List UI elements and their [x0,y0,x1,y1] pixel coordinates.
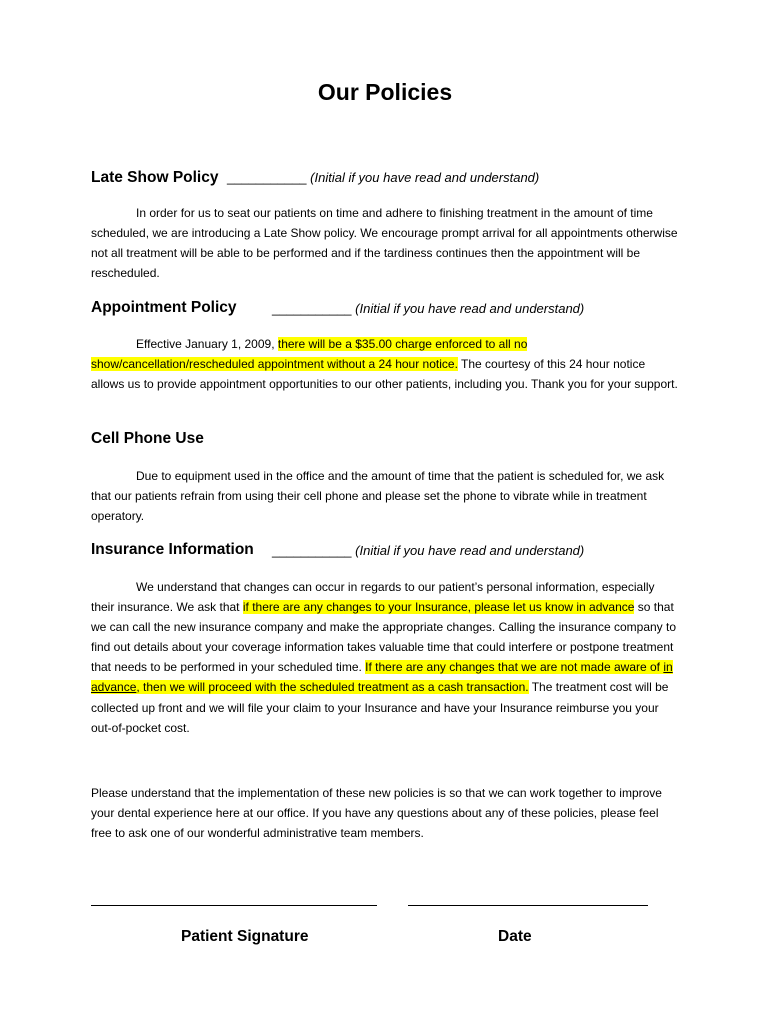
insurance-heading: Insurance Information [91,541,254,558]
page-title: Our Policies [317,79,453,105]
cell-phone-heading: Cell Phone Use [91,430,204,447]
appointment-initial-field[interactable] [272,301,584,316]
insurance-initial-field[interactable] [272,543,584,558]
appointment-heading: Appointment Policy [91,299,237,316]
appointment-paragraph: Effective January 1, 2009, there will be a $35.00 charge enforced to all no show/cancellation/rescheduled appointment without a 24 hour notice. The courtesy of this 24 hour notice allows us to provide appointment opportunities to our other patients, including you. Thank you for your support. [91,337,678,392]
initial-note: (Initial if you have read and understand) [355,301,585,316]
highlighted-text: if there are any changes to your Insurance, please let us know in advance [242,600,635,615]
late-show-initial-field[interactable] [227,170,539,185]
cell-phone-paragraph: Due to equipment used in the office and the amount of time that the patient is scheduled for, we ask that our patients refrain from using their cell phone and please set the phone to vibrate while in treatment operatory. [91,469,665,524]
patient-signature-label: Patient Signature [181,928,309,945]
highlighted-text: there will be a $35.00 charge enforced to all no show/cancellation/rescheduled appointment without a 24 hour notice. [91,337,528,372]
highlighted-text: If there are any changes that we are not made aware of in advance, then we will proceed with the scheduled treatment as a cash transaction. [91,660,673,695]
initial-blank: ___________ [272,301,352,316]
initial-note: (Initial if you have read and understand) [310,170,540,185]
date-line[interactable] [408,905,648,906]
late-show-heading: Late Show Policy [91,169,219,186]
date-label: Date [498,928,532,945]
initial-note: (Initial if you have read and understand) [355,543,585,558]
insurance-paragraph: We understand that changes can occur in regards to our patient’s personal information, especially their insurance. We ask that if there are any changes to your Insurance, please let us know in advance so that we can call the new insurance company and make the appropriate changes. Calling the insurance company to find out details about your coverage information takes valuable time that could interfere or postpone treatment that needs to be performed in your scheduled time. If there are any changes that we are not made aware of in advance, then we will proceed with the scheduled treatment as a cash transaction. The treatment cost will be collected up front and we will file your claim to your Insurance and have your Insurance reimburse you your out-of-pocket cost. [91,580,677,735]
patient-signature-line[interactable] [91,905,377,906]
late-show-paragraph: In order for us to seat our patients on time and adhere to finishing treatment in the amount of time scheduled, we are introducing a Late Show policy. We encourage prompt arrival for all appointments otherwise not all treatment will be able to be performed and if the tardiness continues then the appointment will be rescheduled. [91,206,678,281]
closing-paragraph: Please understand that the implementation of these new policies is so that we can work together to improve your dental experience here at our office. If you have any questions about any of these policies, please feel free to ask one of our wonderful administrative team members. [91,786,662,841]
initial-blank: ___________ [227,170,307,185]
initial-blank: ___________ [272,543,352,558]
